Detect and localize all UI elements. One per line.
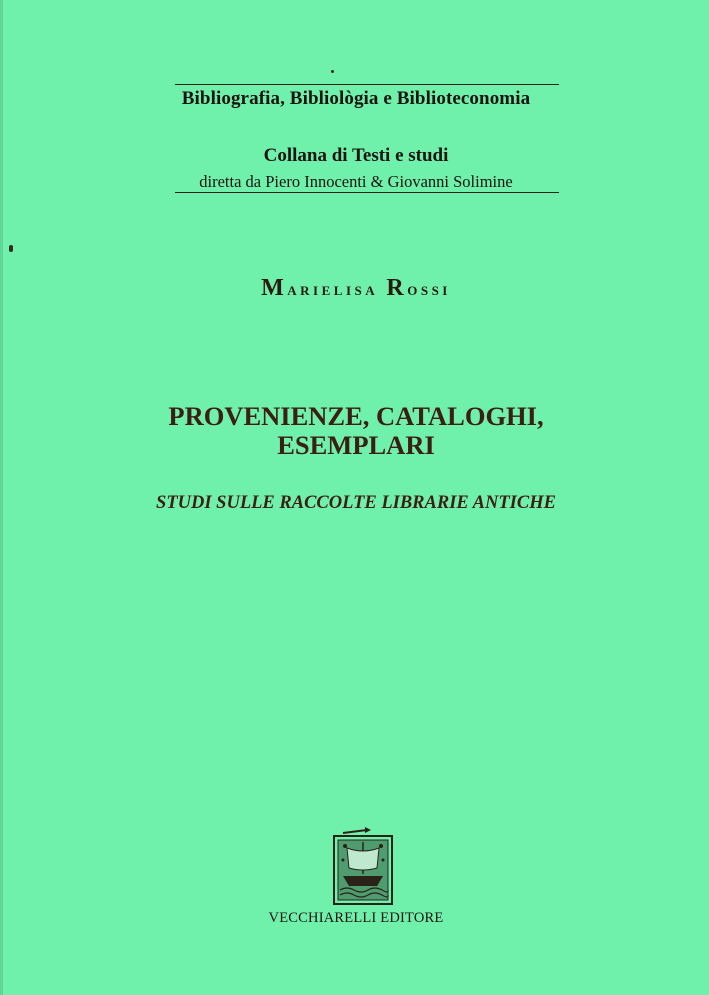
series-top-rule	[175, 84, 559, 85]
publisher-name: VECCHIARELLI EDITORE	[268, 910, 444, 926]
series-directors: diretta da Piero Innocenti & Giovanni Solimine	[199, 172, 513, 191]
series-bottom-rule	[175, 192, 559, 193]
book-title-line-2: ESEMPLARI	[277, 430, 435, 460]
author-last-initial: R	[386, 275, 408, 301]
book-title	[3, 402, 709, 460]
author-last-rest: ossi	[407, 279, 451, 300]
ship-printer-mark-icon	[331, 824, 395, 908]
author-first-initial: M	[261, 275, 288, 301]
book-subtitle: STUDI SULLE RACCOLTE LIBRARIE ANTICHE	[156, 493, 556, 513]
author-name	[3, 275, 709, 302]
collection-title: Collana di Testi e studi	[263, 145, 449, 166]
author-first-rest: arielisa	[287, 279, 379, 300]
ink-speck	[331, 70, 334, 73]
book-title-line-1: PROVENIENZE, CATALOGHI,	[168, 401, 544, 431]
series-title: Bibliografia, Bibliològia e Biblioteconomia	[181, 88, 531, 109]
ink-speck	[9, 245, 13, 252]
